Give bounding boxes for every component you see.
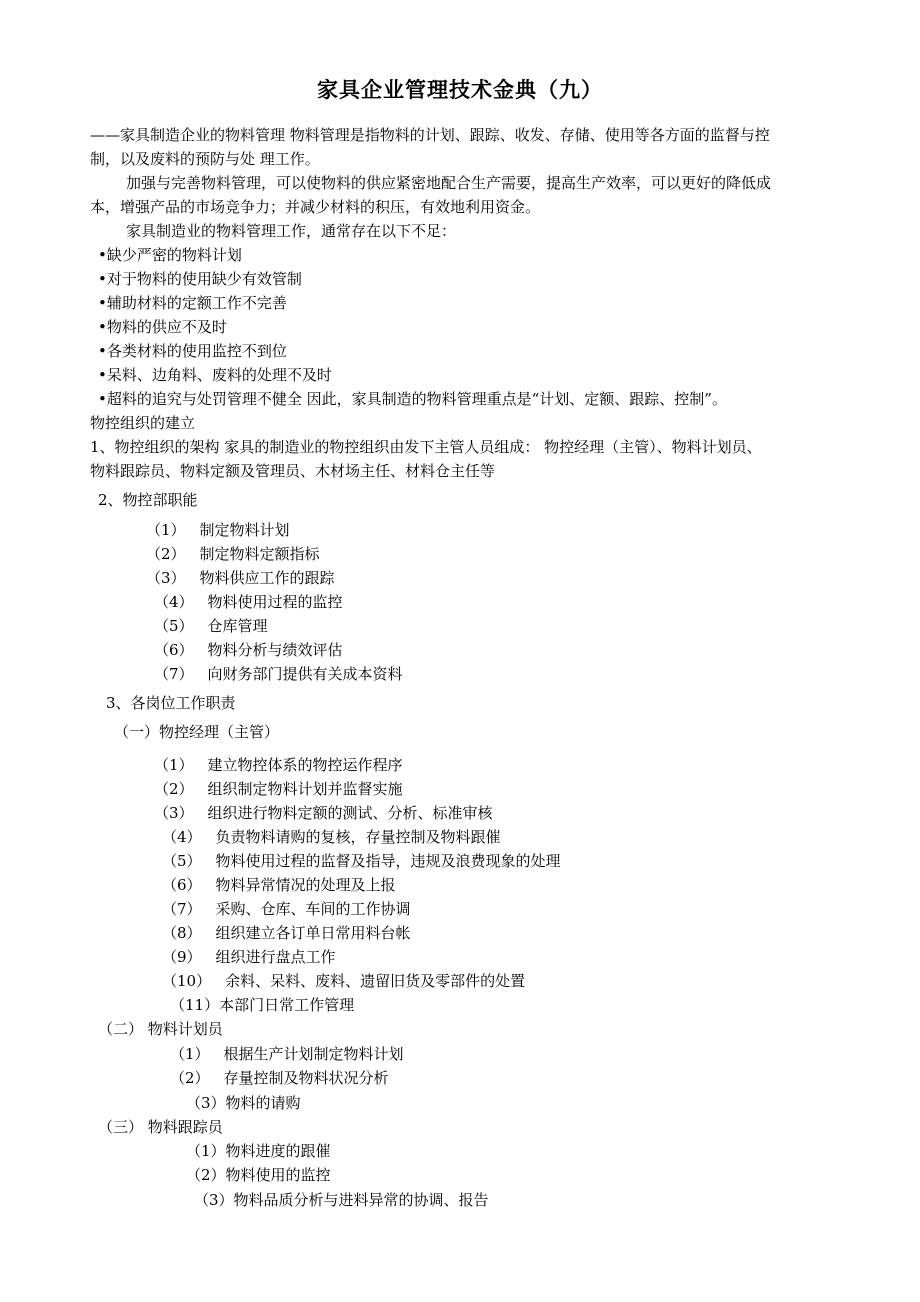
manager-item [162, 945, 336, 969]
item-text: （3）物料的请购 [186, 1094, 301, 1112]
dept-item [146, 542, 320, 566]
item-text: 物料使用过程的监控 [207, 593, 343, 611]
manager-item [154, 753, 403, 777]
page-title: 家具企业管理技术金典（九） [317, 77, 603, 102]
item-text: 向财务部门提供有关成本资料 [207, 665, 403, 683]
item-number: （1） [146, 521, 186, 539]
dept-item [154, 662, 403, 686]
item-text: 制定物料定额指标 [199, 545, 320, 563]
item-number: （1） [170, 1045, 210, 1063]
item-number: （2） [170, 1069, 210, 1087]
item-number: （5） [162, 852, 202, 870]
item-number: （2） [154, 780, 194, 798]
item-text: 负责物料请购的复核，存量控制及物料跟催 [215, 828, 501, 846]
org-line-2: 物料跟踪员、物料定额及管理员、木材场主任、材料仓主任等 [90, 462, 496, 480]
deficiency-item: •缺少严密的物料计划 [98, 246, 242, 264]
item-text: 根据生产计划制定物料计划 [223, 1045, 404, 1063]
item-text: 采购、仓库、车间的工作协调 [215, 900, 411, 918]
item-text: 组织进行盘点工作 [215, 948, 336, 966]
dept-functions-heading: 2、物控部职能 [98, 491, 198, 509]
tracker-item: （3）物料品质分析与进料异常的协调、报告 [194, 1191, 489, 1209]
item-number: （9） [162, 948, 202, 966]
planner-heading: （二） 物料计划员 [98, 1020, 223, 1038]
section-heading-org: 物控组织的建立 [90, 414, 196, 432]
item-number: （6） [162, 876, 202, 894]
item-text: 制定物料计划 [199, 521, 290, 539]
intro-line-5: 家具制造业的物料管理工作，通常存在以下不足： [126, 222, 457, 240]
dept-item [146, 518, 290, 542]
item-text: 物料使用过程的监督及指导，违规及浪费现象的处理 [215, 852, 561, 870]
deficiency-item: •辅助材料的定额工作不完善 [98, 294, 287, 312]
item-number: （10） [162, 972, 212, 990]
manager-item [162, 921, 411, 945]
item-number: （5） [154, 617, 194, 635]
duties-heading: 3、各岗位工作职责 [106, 694, 236, 712]
item-number: （2） [146, 545, 186, 563]
tracker-heading: （三） 物料跟踪员 [98, 1118, 223, 1136]
item-number: （3） [146, 569, 186, 587]
intro-line-3: 加强与完善物料管理，可以使物料的供应紧密地配合生产需要，提高生产效率，可以更好的降低成 [126, 174, 772, 192]
manager-item [162, 897, 411, 921]
item-text: 建立物控体系的物控运作程序 [207, 756, 403, 774]
item-number: （4） [154, 593, 194, 611]
item-number: （7） [162, 900, 202, 918]
item-text: 组织进行物料定额的测试、分析、标准审核 [207, 804, 493, 822]
tracker-item: （2）物料使用的监控 [186, 1166, 331, 1184]
item-number: （1） [154, 756, 194, 774]
deficiency-item: •对于物料的使用缺少有效管制 [98, 270, 302, 288]
item-text: 组织建立各订单日常用料台帐 [215, 924, 411, 942]
item-number: （3） [154, 804, 194, 822]
deficiency-item: •呆料、边角料、废料的处理不及时 [98, 366, 332, 384]
planner-item [170, 1066, 389, 1090]
dept-item [154, 638, 343, 662]
manager-item [162, 969, 525, 993]
item-text: （11）本部门日常工作管理 [170, 996, 355, 1014]
deficiency-item: •各类材料的使用监控不到位 [98, 342, 287, 360]
planner-item [186, 1091, 301, 1115]
manager-item [170, 993, 354, 1017]
manager-item [154, 777, 403, 801]
item-text: 存量控制及物料状况分析 [223, 1069, 389, 1087]
manager-item [162, 873, 396, 897]
intro-line-4: 本，增强产品的市场竞争力；并减少材料的积压，有效地利用资金。 [90, 198, 541, 216]
intro-line-2: 制，以及废料的预防与处 理工作。 [90, 150, 320, 168]
intro-line-1: ——家具制造企业的物料管理 物料管理是指物料的计划、跟踪、收发、存储、使用等各方面的监督与控 [90, 126, 770, 144]
deficiency-item: •物料的供应不及时 [98, 318, 227, 336]
item-text: 组织制定物料计划并监督实施 [207, 780, 403, 798]
item-number: （4） [162, 828, 202, 846]
dept-item [146, 566, 335, 590]
deficiency-item: •超料的追究与处罚管理不健全 因此，家具制造的物料管理重点是“计划、定额、跟踪、控制”。 [98, 390, 727, 408]
item-number: （8） [162, 924, 202, 942]
item-text: 物料异常情况的处理及上报 [215, 876, 396, 894]
manager-item [154, 801, 493, 825]
manager-item [162, 825, 501, 849]
tracker-item: （1）物料进度的跟催 [186, 1142, 331, 1160]
item-text: 仓库管理 [207, 617, 268, 635]
item-text: 物料分析与绩效评估 [207, 641, 343, 659]
item-text: 余料、呆料、废料、遗留旧货及零部件的处置 [225, 972, 526, 990]
item-number: （7） [154, 665, 194, 683]
org-line-1: 1、物控组织的架构 家具的制造业的物控组织由发下主管人员组成： 物控经理（主管）、物料计划员、 [90, 438, 762, 456]
dept-item [154, 590, 343, 614]
dept-item [154, 614, 268, 638]
item-number: （6） [154, 641, 194, 659]
planner-item [170, 1042, 404, 1066]
manager-item [162, 849, 561, 873]
manager-heading: （一）物控经理（主管） [114, 723, 280, 741]
item-text: 物料供应工作的跟踪 [199, 569, 335, 587]
